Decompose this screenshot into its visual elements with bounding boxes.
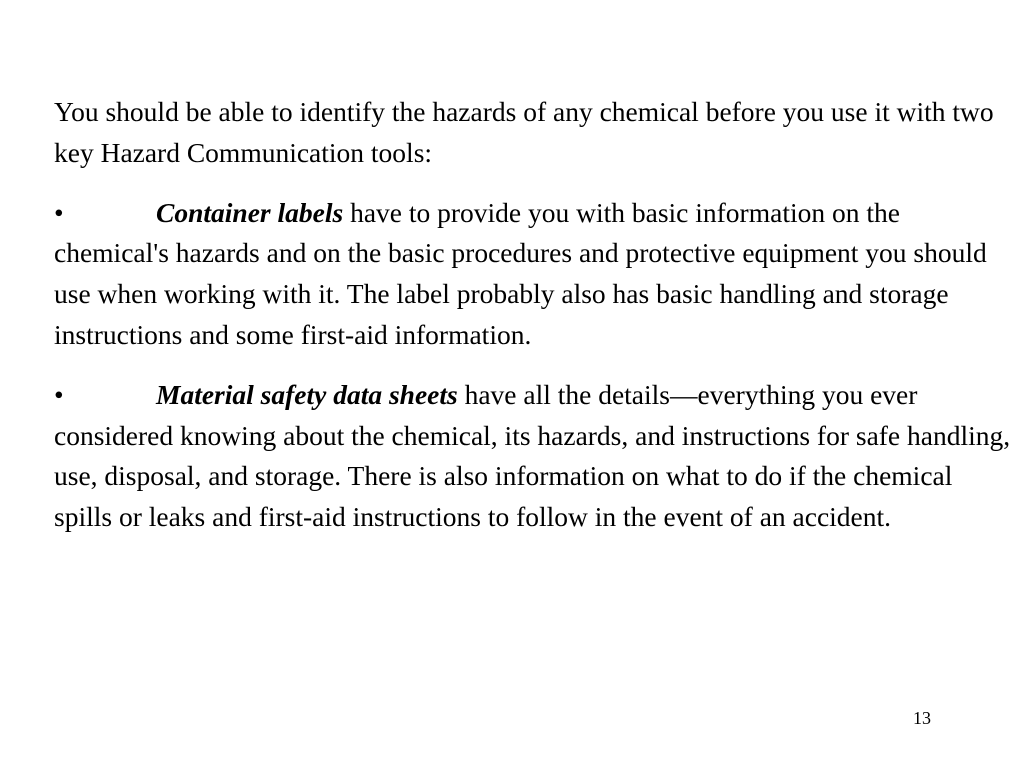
slide-body: [54, 92, 1016, 557]
bullet-marker: •: [54, 196, 64, 228]
bullet-term: Container labels: [156, 196, 344, 228]
bullet-text: have all the details—everything you ever considered knowing about the chemical, its hazards, and instructions for safe handling, use, disposal, and storage. There is also information on what to do if the chemical spills or leaks and first-aid instructions to follow in the event of an accident.: [54, 378, 1011, 533]
page-number: 13: [913, 708, 931, 728]
bullet-container-labels: [54, 193, 1016, 356]
bullet-text: have to provide you with basic information on the chemical's hazards and on the basic procedures and protective equipment you should use when working with it. The label probably also has basic handling and storage instructions and some first-aid information.: [54, 196, 987, 350]
bullet-term: Material safety data sheets: [156, 378, 458, 410]
intro-paragraph: You should be able to identify the hazards of any chemical before you use it with two key Hazard Communication tools:: [54, 96, 994, 168]
bullet-material-safety-data-sheets: [54, 375, 1016, 538]
bullet-marker: •: [54, 378, 64, 410]
